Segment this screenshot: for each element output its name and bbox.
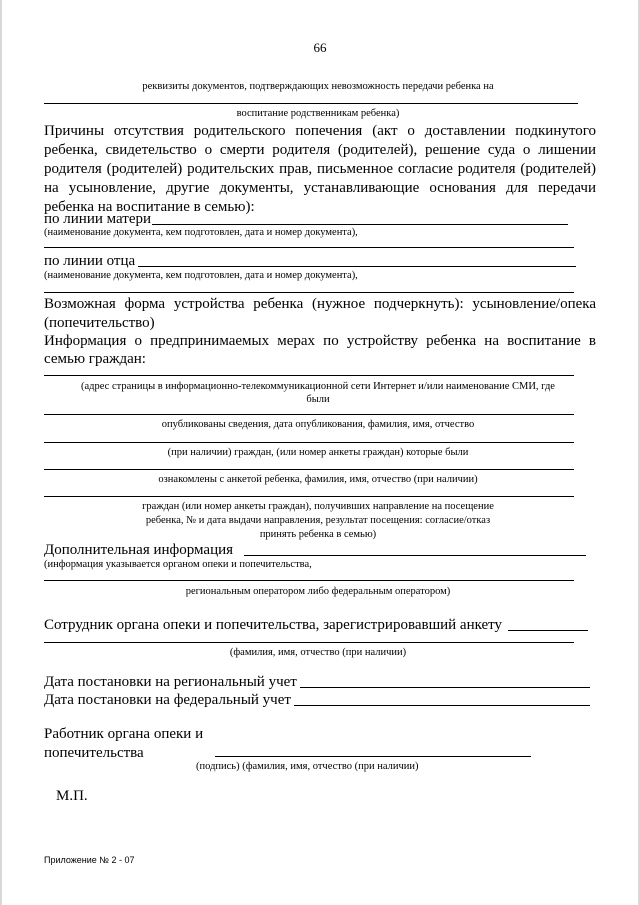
mother-field-extra[interactable] xyxy=(44,247,574,248)
additional-field-extra[interactable] xyxy=(44,580,574,581)
measures-line2: семью граждан: xyxy=(44,351,146,367)
worker-label-line2: попечительства xyxy=(44,745,144,761)
citizens-field[interactable] xyxy=(44,442,574,443)
heading-line1: реквизиты документов, подтверждающих невозможность передачи ребенка на xyxy=(142,81,494,92)
mother-label: по линии матери xyxy=(44,211,152,227)
appendix-footer: Приложение № 2 - 07 xyxy=(44,855,135,865)
reasons-line5: ребенка на воспитание в семью): xyxy=(44,199,255,215)
regional-date-label: Дата постановки на региональный учет xyxy=(44,674,297,690)
referral-hint-line3: принять ребенка в семью) xyxy=(259,529,377,540)
mother-field[interactable] xyxy=(152,224,568,225)
reasons-line4: на усыновление, другие документы, устанавливающие основания для передачи xyxy=(44,180,596,196)
published-hint: опубликованы сведения, дата опубликования, фамилия, имя, отчество xyxy=(161,419,475,430)
employee-hint: (фамилия, имя, отчество (при наличии) xyxy=(229,647,407,658)
father-field-extra[interactable] xyxy=(44,292,574,293)
additional-field[interactable] xyxy=(244,555,586,556)
worker-signature-field[interactable] xyxy=(215,756,531,757)
mother-hint: (наименование документа, кем подготовлен, дата и номер документа), xyxy=(44,227,358,238)
address-hint-line2: были xyxy=(306,394,330,405)
address-hint-line1: (адрес страницы в информационно-телекоммуникационной сети Интернет и/или наименование СМИ, где xyxy=(81,381,555,392)
worker-hint: (подпись) (фамилия, имя, отчество (при наличии) xyxy=(196,761,419,772)
employee-label: Сотрудник органа опеки и попечительства, зарегистрировавший анкету xyxy=(44,617,503,633)
heading-line2: воспитание родственникам ребенка) xyxy=(236,108,400,119)
referral-hint-line1: граждан (или номер анкеты граждан), получивших направление на посещение xyxy=(142,501,494,512)
worker-label-line1: Работник органа опеки и xyxy=(44,726,204,742)
acquainted-field[interactable] xyxy=(44,469,574,470)
father-hint: (наименование документа, кем подготовлен, дата и номер документа), xyxy=(44,270,358,281)
reasons-line3: родителя (родителей) родительских прав, письменное согласие родителя (родителей) xyxy=(44,161,596,177)
address-field[interactable] xyxy=(44,375,574,376)
heading-rule xyxy=(44,103,578,104)
measures-line1: Информация о предпринимаемых мерах по устройству ребенка на воспитание в xyxy=(44,333,596,349)
employee-field[interactable] xyxy=(508,630,588,631)
father-field[interactable] xyxy=(138,266,576,267)
form-line1: Возможная форма устройства ребенка (нужное подчеркнуть): усыновление/опека xyxy=(44,296,596,312)
reasons-line2: ребенка, свидетельство о смерти родителя (родителей), решение суда о лишении xyxy=(44,142,596,158)
published-field[interactable] xyxy=(44,414,574,415)
citizens-hint: (при наличии) граждан, (или номер анкеты граждан) которые были xyxy=(167,447,469,458)
referral-field[interactable] xyxy=(44,496,574,497)
regional-date-field[interactable] xyxy=(300,687,590,688)
referral-hint-line2: ребенка, № и дата выдачи направления, результат посещения: согласие/отказ xyxy=(145,515,491,526)
employee-field-extra[interactable] xyxy=(44,642,574,643)
stamp-placeholder: М.П. xyxy=(56,788,88,804)
acquainted-hint: ознакомлены с анкетой ребенка, фамилия, имя, отчество (при наличии) xyxy=(158,474,478,485)
additional-label: Дополнительная информация xyxy=(44,542,234,558)
page-edge-left xyxy=(0,0,2,905)
additional-hint-line2: региональным оператором либо федеральным оператором) xyxy=(185,586,451,597)
additional-hint-line1: (информация указывается органом опеки и попечительства, xyxy=(44,559,312,570)
father-label: по линии отца xyxy=(44,253,136,269)
federal-date-field[interactable] xyxy=(294,705,590,706)
form-line2: (попечительство) xyxy=(44,315,155,331)
federal-date-label: Дата постановки на федеральный учет xyxy=(44,692,291,708)
page-number: 66 xyxy=(313,40,327,55)
reasons-line1: Причины отсутствия родительского попечения (акт о доставлении подкинутого xyxy=(44,123,596,139)
